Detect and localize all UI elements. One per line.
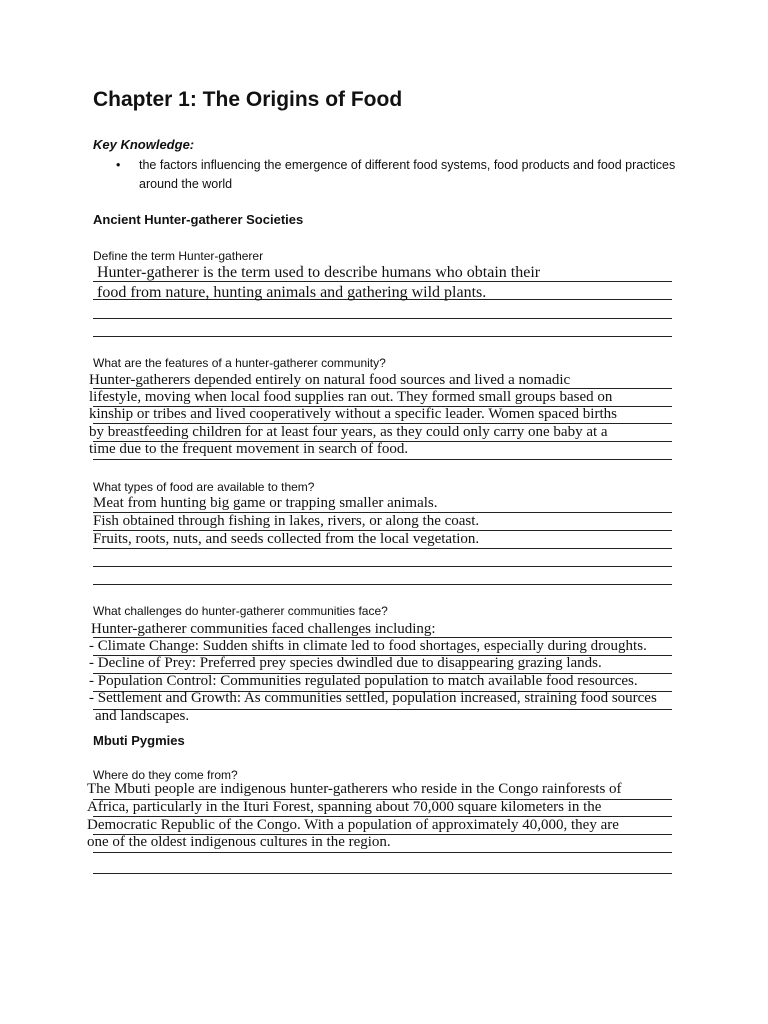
- answer-text: Hunter-gatherer is the term used to describe humans who obtain their: [97, 264, 541, 281]
- answer-line: [93, 336, 672, 337]
- answer-text: Democratic Republic of the Congo. With a population of approximately 40,000, they are: [87, 817, 619, 833]
- question-challenges: What challenges do hunter-gatherer communities face?: [93, 604, 388, 618]
- answer-text: Meat from hunting big game or trapping smaller animals.: [93, 495, 438, 511]
- answer-line: [93, 873, 672, 874]
- answer-line: [93, 318, 672, 319]
- section-heading-mbuti: Mbuti Pygmies: [93, 733, 185, 748]
- answer-text: Fruits, roots, nuts, and seeds collected from the local vegetation.: [93, 531, 480, 547]
- answer-text: The Mbuti people are indigenous hunter-gatherers who reside in the Congo rainforests of: [87, 781, 622, 797]
- answer-line: [93, 548, 672, 549]
- answer-text: Hunter-gatherer communities faced challenges including:: [91, 621, 436, 637]
- answer-line: [93, 281, 672, 282]
- answer-line: [93, 459, 672, 460]
- key-knowledge-label: Key Knowledge:: [93, 137, 195, 152]
- answer-text: kinship or tribes and lived cooperatively without a specific leader. Women spaced births: [89, 406, 617, 422]
- answer-text: and landscapes.: [95, 708, 190, 724]
- answer-text: Fish obtained through fishing in lakes, rivers, or along the coast.: [93, 513, 480, 529]
- answer-text: - Settlement and Growth: As communities settled, population increased, straining food sources: [89, 690, 657, 706]
- answer-text: by breastfeeding children for at least four years, as they could only carry one baby at a: [89, 424, 608, 440]
- answer-text: lifestyle, moving when local food supplies ran out. They formed small groups based on: [89, 389, 613, 405]
- section-heading-hunter-gatherer: Ancient Hunter-gatherer Societies: [93, 212, 304, 227]
- key-knowledge-text: the factors influencing the emergence of different food systems, food products and food practices around the world: [139, 158, 676, 191]
- page-title: Chapter 1: The Origins of Food: [93, 88, 403, 111]
- answer-text: Africa, particularly in the Ituri Forest, spanning about 70,000 square kilometers in the: [87, 799, 602, 815]
- question-define-hunter-gatherer: Define the term Hunter-gatherer: [93, 249, 264, 263]
- question-origin: Where do they come from?: [93, 768, 238, 782]
- answer-line: [93, 584, 672, 585]
- answer-line: [93, 566, 672, 567]
- answer-text: Hunter-gatherers depended entirely on natural food sources and lived a nomadic: [89, 372, 571, 388]
- answer-line: [93, 852, 672, 853]
- answer-text: - Decline of Prey: Preferred prey species dwindled due to disappearing grazing lands.: [89, 655, 602, 671]
- question-features: What are the features of a hunter-gatherer community?: [93, 356, 386, 370]
- answer-text: time due to the frequent movement in search of food.: [89, 441, 409, 457]
- answer-text: - Climate Change: Sudden shifts in climate led to food shortages, especially during droughts.: [89, 638, 647, 654]
- answer-text: one of the oldest indigenous cultures in the region.: [87, 834, 391, 850]
- answer-text: - Population Control: Communities regulated population to match available food resources.: [89, 673, 638, 689]
- answer-text: food from nature, hunting animals and gathering wild plants.: [97, 284, 487, 301]
- question-food-types: What types of food are available to them?: [93, 480, 315, 494]
- bullet-icon: •: [116, 158, 121, 172]
